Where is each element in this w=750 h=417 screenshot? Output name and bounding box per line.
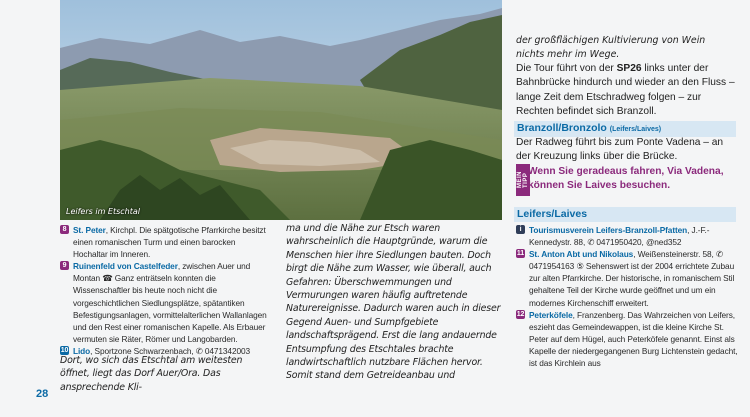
valley-photo	[60, 0, 502, 220]
map-number-badge: 8	[60, 225, 69, 234]
section-heading-branzoll	[514, 121, 736, 137]
left-body-text: Dort, wo sich das Etschtal am weitesten öffnet, liegt das Dorf Auer/Ora. Das ansprechende Kli-	[60, 355, 243, 393]
map-number-badge: 11	[516, 250, 525, 258]
middle-body-text: ma und die Nähe zur Etsch waren wahrscheinlich die Hauptgründe, warum die Menschen hier ihre Siedlungen bauten. Doch birgt die Nähe zum Wasser, wie überall, auch Gefahren: Überschwemmungen und Vermurungen waren häufig auftretende Naturereignisse. Dadurch waren auch in dieser Gegend Auen- und Sumpfgebiete landschaftsprägend. Erst die lang andauernde Entsumpfung des Etschtales brachte landwirtschaftlich nutzbare Flächen hervor. Somit stand dem Getreideanbau und	[286, 223, 501, 382]
right-info-list	[516, 224, 738, 369]
left-info-list	[60, 224, 270, 357]
entry-text: , J.-F.-Kennedystr. 88, ✆ 0471950420, @ned352	[529, 225, 710, 248]
info-entry-castelfeder	[60, 260, 270, 345]
right-intro-text: der großflächigen Kultivierung von Wein nichts mehr im Wege.	[516, 35, 706, 61]
entry-title: Ruinenfeld von Castelfeder	[73, 261, 178, 272]
branzoll-text: Der Radweg führt bis zum Ponte Vadena – an der Kreuzung links über die Brücke.	[516, 137, 724, 163]
section-title: Branzoll/Bronzolo	[517, 122, 607, 134]
tour-text	[516, 62, 736, 120]
section-subtitle: (Leifers/Laives)	[609, 126, 662, 133]
entry-text: , Weißensteinerstr. 58, ✆ 0471954163 ⑤ Sehenswert ist der 2004 errichtete Zubau zur alten Pfarrkirche. Der historische, in romanischem Stil gehaltene Teil der Kirche wurde geöffnet und um ein modernes Kirchenschiff erweitert.	[529, 249, 735, 308]
info-entry-st-anton	[516, 248, 738, 308]
road-sp26: SP26	[616, 63, 642, 74]
photo-caption: Leifers im Etschtal	[66, 207, 140, 216]
info-entry-peterkoefele	[516, 309, 738, 369]
tour-text-pre: Die Tour führt von der	[516, 63, 617, 74]
section-title: Leifers/Laives	[517, 208, 588, 220]
entry-title: St. Peter	[73, 225, 106, 235]
entry-text: , Franzenberg. Das Wahrzeichen von Leifers, eszieht das Gemeindewappen, ist die kleine Kirche St. Peter auf dem Hügel, auch Peterköfele genannt. Einst als Kapelle der niedergegangenen Burg Lichtenstein gedacht, ist das Kirchlein aus	[529, 309, 738, 369]
tip-text: Wenn Sie geradeaus fahren, Via Vadena, können Sie Laives besuchen.	[528, 166, 724, 191]
entry-text: , Kirchpl. Die spätgotische Pfarrkirche besitzt einen romanischen Turm und einen barocken Hochaltar im Inneren.	[73, 225, 266, 260]
info-entry-tourismusverein	[516, 224, 738, 248]
entry-text: , Sportzone Schwarzenbach, ✆ 0471342003	[90, 345, 251, 356]
entry-title: Peterköfele	[529, 309, 573, 320]
section-heading-leifers	[514, 207, 736, 222]
info-entry-st-peter	[60, 224, 270, 260]
page-number: 28	[36, 388, 49, 400]
map-number-badge: 9	[60, 261, 69, 270]
entry-text: , zwischen Auer und Montan ☎ Ganz enträtseln konnten die Wissenschaftler bis heute noch nicht die vorgeschichtlichen Siedlungsplätze, spätantiken Befestigungsanlagen, vormittelalterlichen Wallanlagen und den Rest einer romanischen Kapelle. Als Erbauer vermuten sie Räter, Römer und Langobarden.	[73, 261, 267, 344]
map-number-badge: 12	[516, 310, 525, 318]
info-icon: i	[516, 225, 525, 234]
tour-text-post: links unter der Bahnbrücke hindurch und wieder an den Fluss – lange Zeit dem Etschradweg folgen – zur Rechten befindet sich Branzoll.	[516, 63, 735, 118]
entry-title: Lido	[73, 345, 91, 356]
landscape-image	[60, 0, 502, 220]
map-number-badge: 10	[60, 346, 69, 354]
entry-title: Tourismusverein Leifers-Branzoll-Pfatten	[529, 225, 688, 235]
tip-label: MEIN TIPP	[516, 164, 530, 196]
entry-title: St. Anton Abt und Nikolaus	[529, 249, 634, 260]
